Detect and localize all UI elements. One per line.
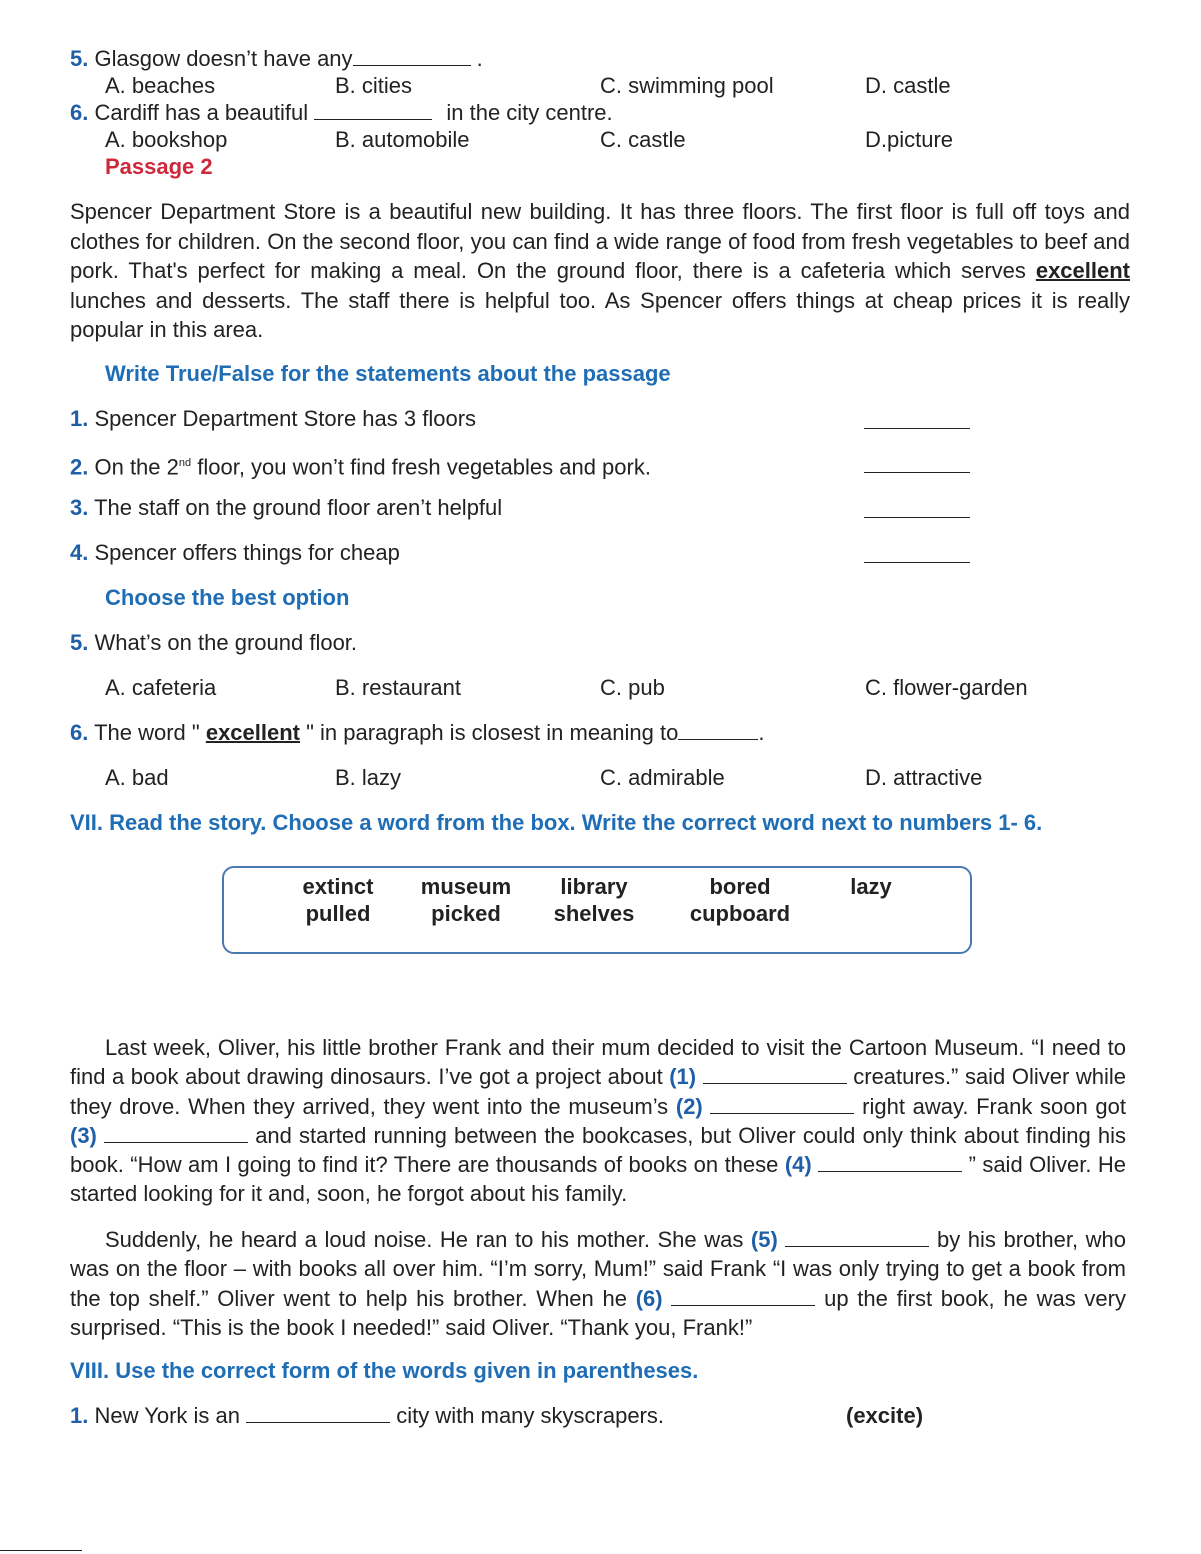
option-b[interactable]: B. automobile	[335, 127, 470, 152]
item-number: 4.	[70, 540, 89, 565]
question-5	[70, 46, 483, 72]
tf-answer-blank[interactable]	[864, 562, 970, 563]
answer-blank[interactable]	[818, 1153, 962, 1172]
answer-blank[interactable]	[104, 1124, 248, 1143]
option-b[interactable]: B. lazy	[335, 765, 402, 790]
question-text: city with many skyscrapers.	[396, 1403, 664, 1428]
option-c[interactable]: C. castle	[600, 127, 686, 152]
box-word: bored	[709, 874, 771, 899]
tf-answer-blank[interactable]	[864, 517, 970, 518]
answer-blank[interactable]	[710, 1095, 854, 1114]
option-c[interactable]: C. admirable	[600, 765, 725, 790]
option-d[interactable]: D. attractive	[865, 765, 983, 790]
answer-blank[interactable]	[703, 1065, 847, 1084]
passage-text-part: lunches and desserts. The staff there is helpful too. As Spencer offers things at cheap prices it is really popular in this area.	[70, 287, 1130, 342]
question-1	[70, 1403, 664, 1429]
story-paragraph-2	[70, 1225, 1126, 1342]
tf-answer-blank[interactable]	[864, 472, 970, 473]
tf-item	[70, 406, 476, 432]
box-word: pulled	[305, 901, 371, 926]
option-b[interactable]: B. cities	[335, 73, 413, 98]
question-text: The word "	[94, 720, 206, 745]
option-c[interactable]: C. swimming pool	[600, 73, 774, 98]
question-text: " in paragraph is closest in meaning to	[300, 720, 679, 745]
box-word: cupboard	[689, 901, 791, 926]
story-text: Suddenly, he heard a loud noise. He ran to his mother. She was	[105, 1227, 751, 1252]
item-text: Spencer offers things for cheap	[94, 540, 400, 565]
option-d[interactable]: D. castle	[865, 73, 951, 98]
gap-number: (3)	[70, 1122, 97, 1148]
question-tail: .	[476, 46, 483, 71]
option-c[interactable]: C. pub	[600, 675, 665, 700]
question-keyword: excellent	[205, 720, 300, 745]
option-a[interactable]: A. beaches	[105, 73, 216, 98]
story-paragraph-1	[70, 1033, 1126, 1209]
gap-number: (2)	[675, 1093, 703, 1119]
item-text: On the 2	[94, 454, 179, 480]
question-number: 6.	[70, 720, 89, 745]
question-number: 6.	[70, 100, 89, 125]
box-word: picked	[431, 901, 501, 926]
gap-number: (5)	[750, 1227, 778, 1252]
question-6	[70, 720, 764, 746]
box-word: shelves	[553, 901, 635, 926]
question-6	[70, 100, 613, 126]
item-text: floor, you won’t find fresh vegetables and pork.	[191, 454, 651, 480]
option-d[interactable]: C. flower-garden	[865, 675, 1028, 700]
question-number: 5.	[70, 46, 89, 71]
answer-blank[interactable]	[678, 721, 758, 740]
section-7-heading: VII. Read the story. Choose a word from the box. Write the correct word next to numbers 1- 6.	[70, 810, 1043, 835]
item-number: 2.	[70, 454, 89, 480]
item-sup: nd	[178, 457, 192, 469]
answer-blank[interactable]	[246, 1404, 390, 1423]
word-hint: (excite)	[846, 1403, 924, 1428]
question-tail: .	[758, 720, 765, 745]
answer-blank[interactable]	[314, 101, 432, 120]
gap-number: (4)	[784, 1152, 812, 1178]
truefalse-heading: Write True/False for the statements about the passage	[105, 361, 671, 386]
box-word: extinct	[302, 874, 374, 899]
tf-item	[70, 540, 400, 566]
item-number: 3.	[70, 495, 89, 520]
option-a[interactable]: A. cafeteria	[105, 675, 217, 700]
item-text: Spencer Department Store has 3 floors	[94, 406, 477, 431]
option-d[interactable]: D.picture	[865, 127, 954, 152]
question-number: 1.	[70, 1403, 89, 1428]
question-text: New York is an	[94, 1403, 241, 1428]
option-a[interactable]: A. bookshop	[105, 127, 228, 152]
story-text: up the first book, he was very surprised. “This is the book I needed!” said Oliver. “Thank you, Frank!”	[70, 1285, 1126, 1340]
choose-heading: Choose the best option	[105, 585, 350, 610]
question-text-after: in the city centre.	[446, 100, 613, 125]
passage-text-part: Spencer Department Store is a beautiful new building. It has three floors. The first floor is full off toys and clothes for children. On the second floor, you can find a wide range of food from fresh vegetables to beef and pork. That's perfect for making a meal. On the ground floor, there is a cafeteria which serves	[70, 199, 1130, 283]
footnote-rule	[0, 1550, 82, 1551]
story-text: right away. Frank soon got	[854, 1093, 1126, 1119]
story-text: by his brother, who was on the floor – with books all over him. “I’m sorry, Mum!” said Frank “I was only trying to get a book from the top shelf.” Oliver went to help his brother. When he	[70, 1227, 1126, 1311]
story-text: ” said Oliver. He started looking for it and, soon, he forgot about his family.	[70, 1152, 1126, 1207]
option-a[interactable]: A. bad	[105, 765, 169, 790]
option-b[interactable]: B. restaurant	[335, 675, 461, 700]
question-number: 5.	[70, 630, 89, 655]
gap-number: (1)	[669, 1064, 697, 1090]
tf-item	[70, 450, 651, 480]
story-text: creatures.” said Oliver while they drove. When they arrived, they went into the museum’s	[70, 1064, 1126, 1119]
item-text: The staff on the ground floor aren’t helpful	[94, 495, 503, 520]
tf-answer-blank[interactable]	[864, 428, 970, 429]
section-8-heading: VIII. Use the correct form of the words given in parentheses.	[70, 1358, 699, 1383]
question-text: Cardiff has a beautiful	[94, 100, 309, 125]
question-text: What’s on the ground floor.	[94, 630, 358, 655]
gap-number: (6)	[635, 1285, 663, 1311]
answer-blank[interactable]	[353, 47, 471, 66]
answer-blank[interactable]	[785, 1228, 929, 1247]
box-word: library	[560, 874, 628, 899]
story-text: and started running between the bookcases, but Oliver could only think about finding his book. “How am I going to find it? There are thousands of books on these	[70, 1122, 1126, 1178]
answer-blank[interactable]	[671, 1287, 815, 1306]
question-5	[70, 630, 357, 656]
item-number: 1.	[70, 406, 89, 431]
tf-item	[70, 495, 502, 521]
box-word: museum	[420, 874, 512, 899]
question-text: Glasgow doesn’t have any	[94, 46, 353, 71]
passage-title: Passage 2	[105, 154, 213, 179]
passage-keyword: excellent	[1035, 258, 1130, 283]
passage-text	[70, 197, 1130, 345]
box-word: lazy	[850, 874, 892, 899]
story-text: Last week, Oliver, his little brother Frank and their mum decided to visit the Cartoon Museum. “I need to find a book about drawing dinosaurs. I’ve got a project about	[70, 1035, 1126, 1090]
